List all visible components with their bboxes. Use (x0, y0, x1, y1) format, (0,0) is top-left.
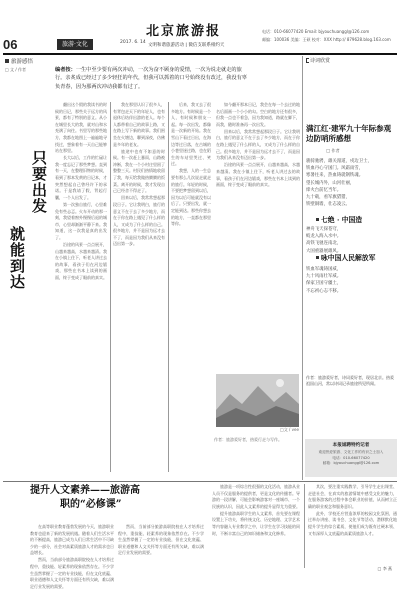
contact-info (262, 28, 391, 44)
section-label: 旅游·文化 (57, 39, 93, 50)
square-icon (316, 218, 319, 221)
editor-note (55, 66, 247, 91)
newspaper-tagline: 文明和谐旅游活动 | 微信支联系相约天 (148, 43, 225, 48)
poem-section-label: 诗词欣赏 (310, 58, 331, 64)
poem-line: 大国重器展雄风。 (306, 248, 342, 254)
poem-line: 骏骑驰骋，雄关漫道，戍边卫士， (306, 159, 372, 164)
vertical-title-2: 就能到达 (8, 226, 26, 290)
poem-line: 望长城内外，山河壮丽， (306, 180, 355, 186)
ad-box (305, 439, 397, 477)
bottom-paragraph: 然而，当前部分旅游高职院校在人才培养过程中，重技能、轻素养的现象依然存在。不少学生虽然掌握了一定的专业技能，但在文化底蕴、职业道德和人文关怀等方面还有所欠缺，难以满足行业发展的需要。 (118, 524, 204, 556)
square-icon (316, 256, 319, 259)
bottom-column-4 (308, 484, 397, 564)
article-paragraph: 回来以后，我常常想起那段日子。它让我明白，旅行的意义不在于去了多少地方，而在于你在路上遇见了什么样的人，又成为了什么样的自己。很多地方，并不是因为远才去不了，而是因为我们从来没有迈出第一步。 (216, 128, 300, 161)
bottom-paragraph: 在高等职业教育蓬勃发展的今天，旅游职业教育也迎来了新的发展机遇。随着人们生活水平的不断提高，旅游已成为人们日常生活中不可缺少的一部分，社会对高素质旅游人才的需求也日益增长。 (30, 524, 114, 556)
article-column-2 (113, 102, 165, 472)
bottom-title-line: 提升人文素养——旅游高 (30, 485, 140, 496)
article-paragraph: 第一次独自旅行，心里难免有些忐忑。火车开动的那一刻，我望着窗外慢慢后退的城市，心里却渐渐平静下来。我知道，这一次我是真的出发了。 (55, 201, 107, 240)
column-divider (110, 102, 111, 472)
section-tag (5, 57, 33, 65)
bottom-column-1 (30, 524, 114, 589)
poem-line: 铁壁铜墙，壮志凌云。 (306, 202, 350, 208)
contact-line: 电话：010-66077420 Email: bjyouchuanggl@126.com (262, 29, 370, 34)
article-paragraph: 沿途的风景一点点展开，山越来越高，水越来越清。我在小镇上住下，听老人讲过去的故事，看孩子们在河边嬉戏，那些在书本上读到的画面，终于变成了眼前的真实。 (55, 241, 107, 280)
square-icon (5, 59, 9, 63)
article-paragraph: 后来，我又去了很多地方。有时候是一个人，有时候和朋友一起。每一次出发，都像是一次新的开始。我在雪山下看过日出，在海边等过日落，在古城的小巷里迷过路，也在陌生的车站里哭过、笑过。 (171, 102, 211, 167)
editor-note-label: 编者按： (55, 67, 76, 73)
poem-subtitle-2 (316, 252, 375, 262)
poem-subtitle-text: 咏中国人民解放军 (321, 254, 376, 262)
ad-line: 欢迎热爱旅游、文化工作的有识之士加入 (318, 450, 384, 454)
bottom-paragraph: 旅游是一项综合性很强的文化活动，旅游从业人员不仅是服务的提供者，更是文化的传播者。导游的一段讲解，可能会影响游客对一座城市、一个民族的认识，因此人文素养的提升显得尤为重要。 (212, 484, 300, 509)
poem-body-3 (306, 266, 396, 295)
ad-title: 本报诚聘特约记者 (332, 443, 370, 448)
poem-line: 蛟龙入海入水中。 (306, 234, 342, 240)
editor-note-text: 一生中至少要有两次冲动，一次为奋不顾身的爱情，一次为说走就走的旅行。亲炙成已经过了多少轻狂的年代，但我可以抓着的口号始终没有改过，我没有辜负青春，因为那两次冲动我都有过了。 (55, 67, 247, 90)
article-paragraph: 长大以后，工作的忙碌让我一度忘记了那些梦想。直到有一天，在整理旧物的时候，看到了那本发黄的日记本，才突然想起自己曾经许下的承诺。于是我请了假，背起行囊，一个人出发了。 (55, 155, 107, 200)
article-paragraph: 我在那里认识了很多人，有背包走天下的年轻人，也有退休后结伴出游的老人。每个人都带着自己的故事上路，又在路上写下新的故事。我们围坐在火塘边，聊到深夜，仿佛是多年的老友。 (113, 102, 165, 147)
poem-body-2 (306, 226, 396, 255)
bottom-paragraph: 然而，当前部分旅游高职院校在人才培养过程中，重技能、轻素养的现象依然存在。不少学生虽然掌握了一定的专业技能，但在文化底蕴、职业道德和人文关怀等方面还有所欠缺，难以满足行业发展的需要。 (30, 557, 114, 589)
poem-line: 神舟飞天探苍穹， (306, 227, 342, 232)
poem-author: □ 作者 (326, 148, 340, 153)
poem-subtitle-1 (316, 214, 362, 224)
author-bio: 作者：旅游爱好者，诗词爱好者，现居北京。热爱祖国山河，常以诗词记录旅途所见所闻。 (306, 375, 394, 387)
article-column-3 (171, 102, 211, 472)
ad-line: 邮箱：bjyouchuanggl@126.com (322, 461, 380, 465)
poem-subtitle-text: 七绝 · 中国造 (321, 216, 363, 224)
article-photo (216, 374, 299, 427)
byline: □ 文 / 作者 (5, 67, 26, 72)
author-note: 作者：旅游爱好者，热爱行走与写作。 (214, 437, 282, 442)
photo-caption: □文 / vee (280, 427, 299, 432)
poem-title: 满江红·建军九十年际参观边防哨所感想 (306, 124, 392, 143)
poem-body-1 (306, 158, 396, 208)
ad-line: 电话：010-66077420 (332, 455, 370, 460)
bottom-rule (3, 481, 397, 482)
newspaper-title: 北京旅游报 (146, 24, 222, 39)
section-tag-label: 旅游感悟 (11, 59, 34, 65)
poem-line: 烽火台前忆当年。 (306, 187, 342, 193)
poem-line: 九十风雨壮军威。 (306, 274, 342, 280)
section-divider (302, 56, 303, 480)
bottom-signature: □ 李 燕 (377, 566, 392, 571)
bottom-column-2 (118, 524, 204, 568)
article-paragraph: 旅途中也有不如意的时候。有一次赶上暴雨，山路被冲断，我在一个小村庄里困了整整三天。村民们热情地收留了我，每天给我做热腾腾的饭菜。离开的时候，我才发现自己已经舍不得走了。 (113, 148, 165, 194)
contact-line: 邮编：100036 美编：王硕 校对：XXX http:// 879628.blog.163.com (262, 37, 391, 42)
vertical-title-1: 只要出发 (30, 150, 48, 214)
column-divider (304, 484, 305, 568)
article-paragraph: 翻出这个假的我读书的时候的日记，那些关于远方的风景，都有了特别的意义。从小在城里长大的我，就对山和水充满了向往。书里写的那些地方，我都在地图上一遍遍地寻找过，想象着有一天自己能够站在那里。 (55, 102, 107, 154)
article-paragraph: 如今翻开那本日记，我会在每一个去过的地名后面画一个小小的勾。空白的地方还有很多，但我一点也不着急，因为我知道，路就在脚下，而我，随时准备再一次出发。 (216, 102, 300, 127)
article-paragraph: 回来以后，我常常想起那段日子。它让我明白，旅行的意义不在于去了多少地方，而在于你在路上遇见了什么样的人，又成为了什么样的自己。很多地方，并不是因为远才去不了，而是因为我们从来没有迈出第一步。 (113, 195, 165, 247)
bottom-paragraph: 此外，学校还应营造浓厚的校园文化氛围，通过举办讲座、读书会、文化节等活动，潜移默化地提升学生的综合素质，使他们成为既有过硬本领、又有深厚人文底蕴的高素质旅游人才。 (308, 510, 397, 536)
bottom-paragraph: 提升旅游高职学生的人文素养，首先要在课程设置上下功夫，将传统文化、历史地理、文学艺术等内容融入专业教学之中，让学生在学习技能的同时，不断丰富自己的知识储备和文化修养。 (212, 510, 300, 536)
landscape-image (216, 374, 299, 427)
poem-line: 高铁飞驰连南北， (306, 241, 342, 247)
bottom-column-3 (212, 484, 300, 568)
poem-line: 铁血军魂铸国威， (306, 267, 342, 272)
poem-line: 不忘初心志不移。 (306, 288, 342, 294)
masthead-rule (3, 53, 397, 55)
article-paragraph: 沿途的风景一点点展开，山越来越高，水越来越清。我在小镇上住下，听老人讲过去的故事，看孩子们在河边嬉戏，那些在书本上读到的画面，终于变成了眼前的真实。 (216, 162, 300, 188)
page-number: 06 (3, 37, 18, 52)
bottom-paragraph: 其次，要注重实践教学，引导学生走出课堂、走进社会，在真实的旅游情境中感受文化的魅力，在服务游客的过程中体会职业的价值，从而树立正确的职业观念和服务意识。 (308, 484, 397, 509)
article-column-1 (55, 102, 107, 472)
poem-line: 寒暑往来，热血铸就钢铁魂。 (306, 173, 364, 179)
issue-date: 2017. 6. 14 (120, 40, 146, 45)
poem-line: 保家卫国守疆土， (306, 281, 342, 287)
poem-section-header (306, 57, 330, 64)
poem-line: 九十载，看军旗猎猎， (306, 195, 350, 201)
article-paragraph: 我想，人的一生总要有那么几次说走就走的旅行。年轻的时候，不要把梦想留到以后，因为以后可能就没有以后了。只要出发，就一定能到达。那些你想去的地方，一直都在那里等你。 (171, 168, 211, 227)
bottom-article-title (30, 484, 205, 512)
column-divider (168, 102, 169, 472)
bottom-title-line: 职的“必修课” (60, 499, 122, 510)
poem-line: 铁血丹心守国门。风霜雨雪， (306, 166, 364, 172)
article-column-4 (216, 102, 300, 370)
bracket-icon (306, 58, 309, 63)
